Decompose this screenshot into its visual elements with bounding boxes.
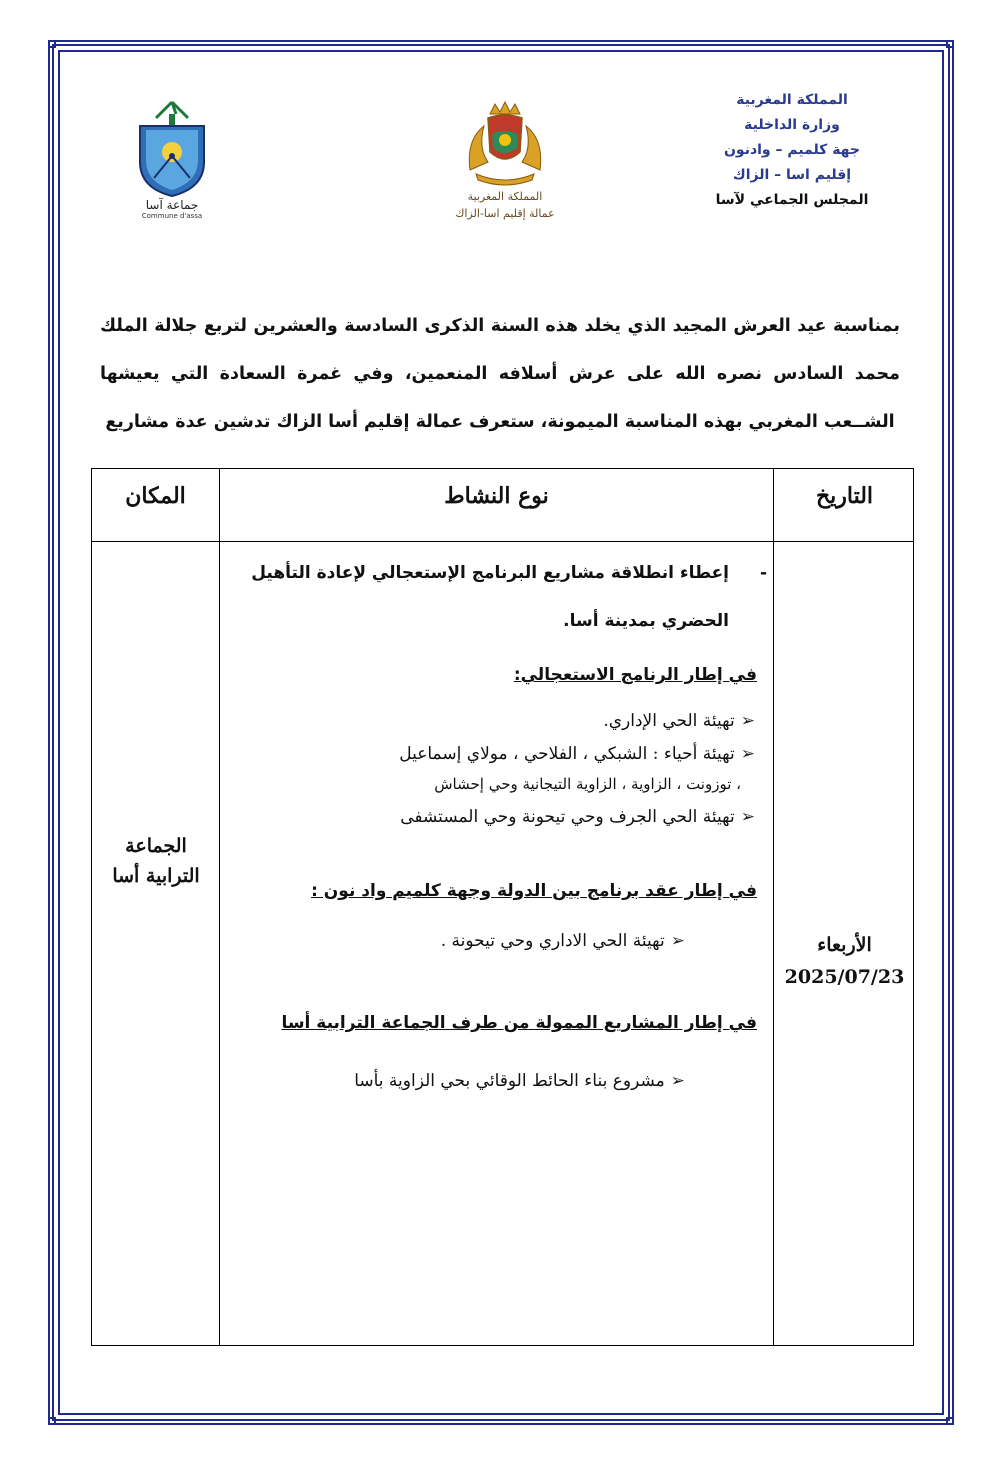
list-item: ➢تهيئة الحي الجرف وحي تيحونة وحي المستشفى: [400, 807, 755, 827]
border-corner-icon: [48, 40, 56, 48]
dash-marker: -: [759, 563, 767, 583]
check-arrow-icon: ➢: [740, 744, 755, 764]
section-commune-funded: في إطار المشاريع الممولة من طرف الجماعة الترابية أسا: [281, 1013, 757, 1033]
main-activity-text: إعطاء انطلاقة مشاريع البرنامج الإستعجالي لإعادة التأهيل الحضري بمدينة أسا.: [251, 563, 729, 631]
border-corner-icon: [48, 1417, 56, 1425]
commune-name-fr: Commune d'assa: [141, 212, 203, 220]
royal-emblem: [440, 100, 570, 222]
check-arrow-icon: ➢: [670, 1071, 685, 1091]
section-urgent-program: في إطار الرنامج الاستعجالي:: [513, 665, 757, 685]
section2-list: [222, 923, 767, 959]
commune-name-ar: جماعة آسا: [145, 198, 199, 212]
activity-cell: [222, 549, 767, 1099]
header-date: التاريخ: [815, 483, 874, 509]
date-value: 2025/07/23: [784, 966, 905, 988]
place-line-1: الجماعة: [125, 835, 187, 857]
emblem-caption-province: عمالة إقليم اسا-الزاك: [455, 207, 555, 220]
table-header-divider: [92, 541, 913, 542]
section3-list: [222, 1063, 767, 1099]
place-line-2: الترابية أسا: [112, 865, 200, 887]
admin-line-ministry: وزارة الداخلية: [744, 117, 840, 133]
admin-line-province: إقليم اسا – الزاك: [732, 167, 852, 183]
header-activity: نوع النشاط: [444, 483, 549, 509]
date-day: الأربعاء: [817, 934, 872, 956]
list-item-continuation: ، توزونت ، الزاوية ، الزاوية التيجانية وحي إحشاش: [434, 775, 741, 793]
border-corner-icon: [946, 1417, 954, 1425]
intro-paragraph: بمناسبة عيد العرش المجيد الذي يخلد هذه السنة الذكرى السادسة والعشرين لتربع جلالة الملك محمد السادس نصره الله على عرش أسلافه المنعمين، وفي غمرة السعادة التي يعيشها الشــعب المغربي بهذه المناسبة الميمونة، ستعرف عمالة إقليم أسا الزاك تدشين عدة مشاريع: [100, 316, 900, 432]
admin-line-council: المجلس الجماعي لآسا: [715, 192, 869, 208]
royal-coat-of-arms-icon: [460, 100, 550, 188]
list-item: ➢مشروع بناء الحائط الوقائي بحي الزاوية بأسا: [354, 1071, 685, 1091]
border-corner-icon: [946, 40, 954, 48]
header-place: المكان: [125, 483, 186, 509]
table-divider: [773, 469, 774, 1345]
check-arrow-icon: ➢: [740, 711, 755, 731]
list-item: ➢تهيئة أحياء : الشبكي ، الفلاحي ، مولاي إسماعيل: [399, 744, 755, 764]
place-cell: [92, 831, 220, 891]
program-table: [91, 468, 914, 1346]
table-divider: [219, 469, 220, 1345]
admin-line-kingdom: المملكة المغربية: [736, 92, 848, 108]
date-cell: [774, 929, 915, 993]
administration-header: [702, 88, 882, 213]
list-item: ➢تهيئة الحي الاداري وحي تيحونة .: [440, 931, 685, 951]
emblem-caption-kingdom: المملكة المغربية: [467, 190, 543, 203]
list-item: ➢تهيئة الحي الإداري.: [603, 711, 755, 731]
admin-line-region: جهة كلميم – وادنون: [723, 142, 861, 158]
check-arrow-icon: ➢: [740, 807, 755, 827]
commune-logo: [128, 100, 216, 221]
check-arrow-icon: ➢: [670, 931, 685, 951]
section1-list: [222, 703, 767, 835]
section-state-region-contract: في إطار عقد برنامج بين الدولة وجهة كلميم واد نون :: [311, 881, 757, 901]
commune-shield-icon: [132, 100, 212, 198]
main-activity: [222, 549, 767, 645]
